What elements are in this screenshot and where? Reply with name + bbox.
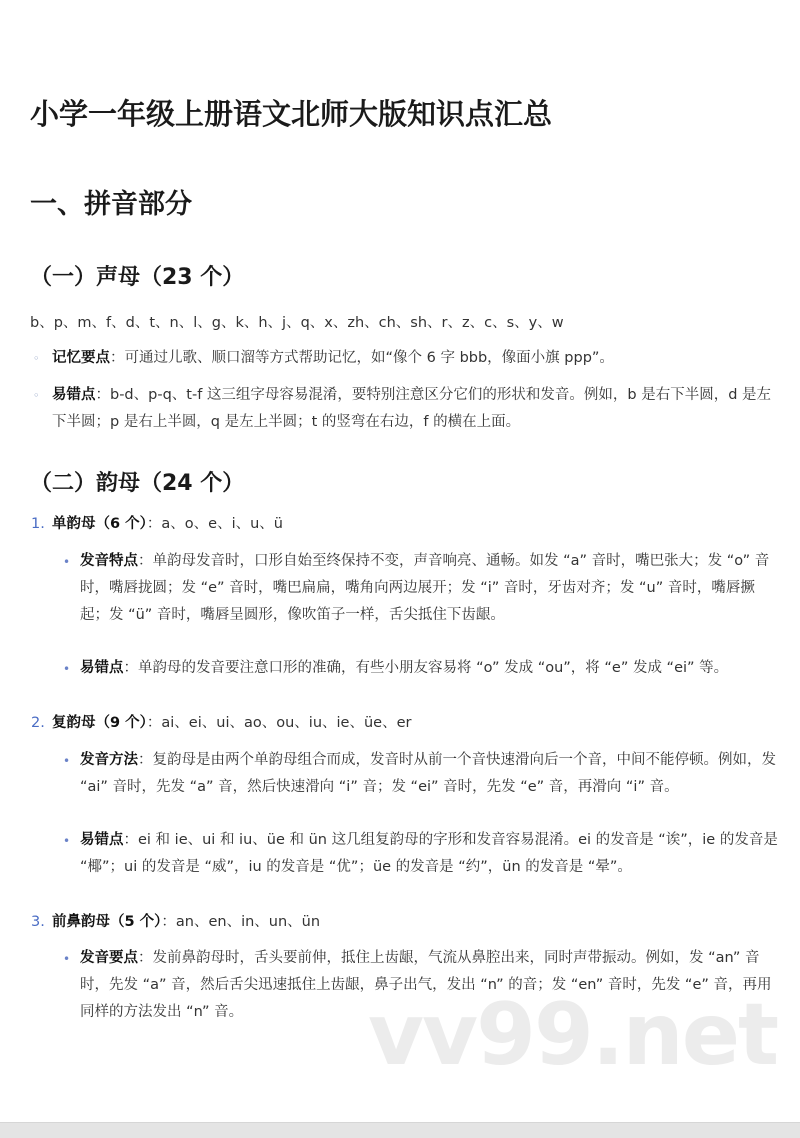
section-heading-pinyin: 一、拼音部分 [30, 189, 192, 220]
list-item: 记忆要点：可通过儿歌、顺口溜等方式帮助记忆，如“像个 6 字 bbb，像面小旗 ppp”。 [52, 350, 614, 366]
bottom-bar [0, 1122, 800, 1138]
dot-bullet-icon: • [63, 834, 71, 848]
list-item: 单韵母（6 个）：a、o、e、i、u、ü [52, 516, 283, 532]
list-item: 易错点：单韵母的发音要注意口形的准确，有些小朋友容易将 “o” 发成 “ou”，将 “e” 发成 “ei” 等。 [80, 660, 729, 676]
list-item: 发音要点：发前鼻韵母时，舌头要前伸，抵住上齿龈，气流从鼻腔出来，同时声带振动。例如，发 “an” 音时，先发 “a” 音，然后舌尖迅速抵住上齿龈，鼻子出气，发出 “n” 的音；发 “en” 音时，先发 “e” 音，再用同样的方法发出 “n” 音。 [80, 950, 772, 1020]
circle-bullet-icon: ◦ [33, 389, 40, 402]
list-item: 复韵母（9 个）：ai、ei、ui、ao、ou、iu、ie、üe、er [52, 715, 412, 731]
dot-bullet-icon: • [63, 555, 71, 569]
subheading-finals: （二）韵母（24 个） [30, 471, 245, 496]
list-number: 3. [31, 914, 45, 930]
list-item: 前鼻韵母（5 个）：an、en、in、un、ün [52, 914, 321, 930]
list-item: 易错点：b-d、p-q、t-f 这三组字母容易混淆，要特别注意区分它们的形状和发音。例如，b 是右下半圆，d 是左下半圆；p 是右上半圆，q 是左上半圆；t 的竖弯在右边，f 的横在上面。 [52, 387, 772, 430]
initials-list: b、p、m、f、d、t、n、l、g、k、h、j、q、x、zh、ch、sh、r、z、c、s、y、w [30, 315, 564, 331]
subheading-initials: （一）声母（23 个） [30, 265, 245, 290]
list-item: 发音特点：单韵母发音时，口形自始至终保持不变，声音响亮、通畅。如发 “a” 音时，嘴巴张大；发 “o” 音时，嘴唇拢圆；发 “e” 音时，嘴巴扁扁，嘴角向两边展开；发 “i” 音时，牙齿对齐；发 “u” 音时，嘴唇撅起；发 “ü” 音时，嘴唇呈圆形，像吹笛子一样，舌尖抵住下齿龈。 [80, 553, 770, 623]
dot-bullet-icon: • [63, 952, 71, 966]
list-number: 1. [31, 516, 45, 532]
list-item: 易错点：ei 和 ie、ui 和 iu、üe 和 ün 这几组复韵母的字形和发音容易混淆。ei 的发音是 “诶”，ie 的发音是 “椰”；ui 的发音是 “威”，iu 的发音是 “优”；üe 的发音是 “约”，ün 的发音是 “晕”。 [80, 832, 778, 875]
page-title: 小学一年级上册语文北师大版知识点汇总 [30, 97, 553, 131]
dot-bullet-icon: • [63, 662, 71, 676]
watermark: vv99.net [368, 985, 778, 1085]
circle-bullet-icon: ◦ [33, 352, 40, 365]
dot-bullet-icon: • [63, 754, 71, 768]
list-item: 发音方法：复韵母是由两个单韵母组合而成，发音时从前一个音快速滑向后一个音，中间不能停顿。例如，发 “ai” 音时，先发 “a” 音，然后快速滑向 “i” 音；发 “ei” 音时，先发 “e” 音，再滑向 “i” 音。 [80, 752, 776, 795]
list-number: 2. [31, 715, 45, 731]
